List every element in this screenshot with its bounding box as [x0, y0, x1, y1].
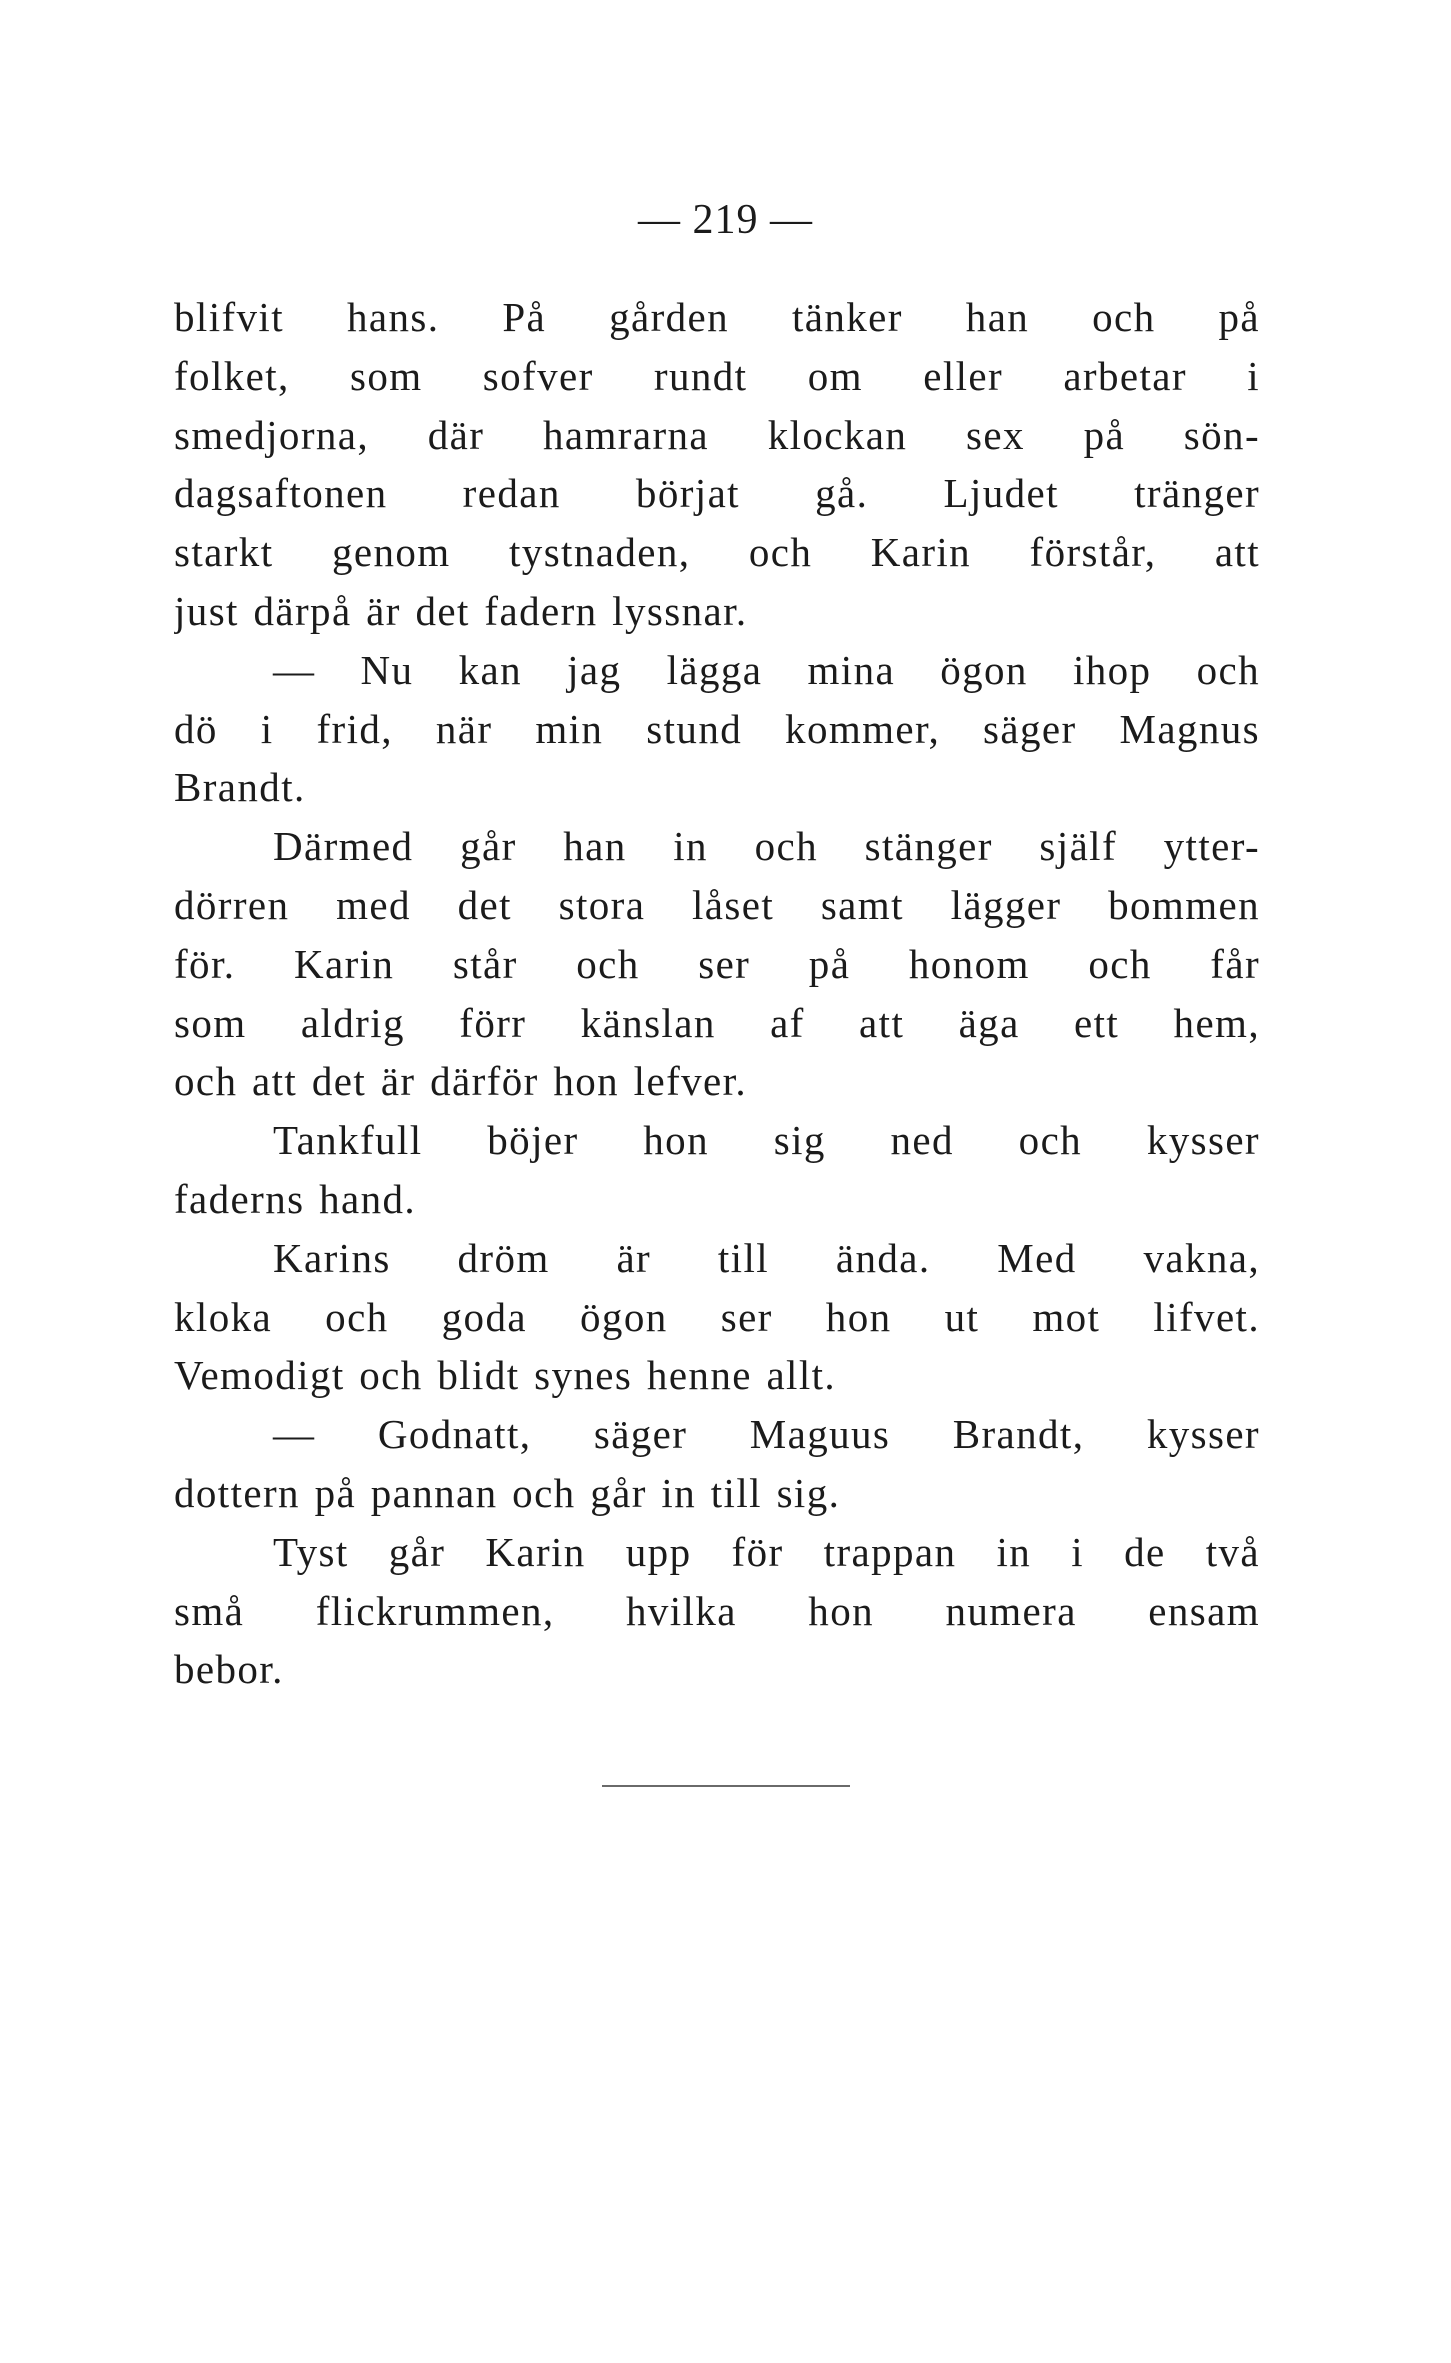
text-line: små flickrummen, hvilka hon numera ensam — [174, 1587, 1260, 1634]
text-line: dottern på pannan och går in till sig. — [174, 1469, 841, 1516]
text-line: Därmed går han in och stänger själf ytter- — [273, 823, 1260, 870]
text-line: och att det är därför hon lefver. — [174, 1058, 748, 1105]
text-line: dö i frid, när min stund kommer, säger Magnus — [174, 705, 1260, 752]
text-line: bebor. — [174, 1646, 284, 1693]
text-line: dörren med det stora låset samt lägger bommen — [174, 881, 1260, 928]
text-line: blifvit hans. På gården tänker han och på — [174, 294, 1260, 340]
text-line: dagsaftonen redan börjat gå. Ljudet tränger — [174, 470, 1260, 517]
page-number: — 219 — — [638, 197, 813, 243]
text-line: Tyst går Karin upp för trappan in i de två — [273, 1528, 1260, 1575]
text-line: kloka och goda ögon ser hon ut mot lifvet. — [174, 1293, 1260, 1340]
text-line: smedjorna, där hamrarna klockan sex på sön- — [174, 411, 1260, 458]
text-line: Karins dröm är till ända. Med vakna, — [273, 1234, 1260, 1281]
text-line: Tankfull böjer hon sig ned och kysser — [273, 1117, 1260, 1164]
text-line: som aldrig förr känslan af att äga ett hem, — [174, 999, 1260, 1046]
text-line: starkt genom tystnaden, och Karin förstår, att — [174, 529, 1260, 576]
text-line: folket, som sofver rundt om eller arbetar i — [174, 352, 1260, 399]
text-line: för. Karin står och ser på honom och får — [174, 940, 1260, 987]
text-line: Brandt. — [174, 764, 306, 811]
end-rule — [602, 1785, 850, 1787]
text-line: — Godnatt, säger Maguus Brandt, kysser — [273, 1411, 1260, 1458]
text-line: faderns hand. — [174, 1175, 417, 1222]
body-text — [174, 288, 1260, 1699]
text-line: Vemodigt och blidt synes henne allt. — [174, 1352, 837, 1399]
text-line: — Nu kan jag lägga mina ögon ihop och — [273, 646, 1260, 693]
text-line: just därpå är det fadern lyssnar. — [174, 587, 748, 634]
